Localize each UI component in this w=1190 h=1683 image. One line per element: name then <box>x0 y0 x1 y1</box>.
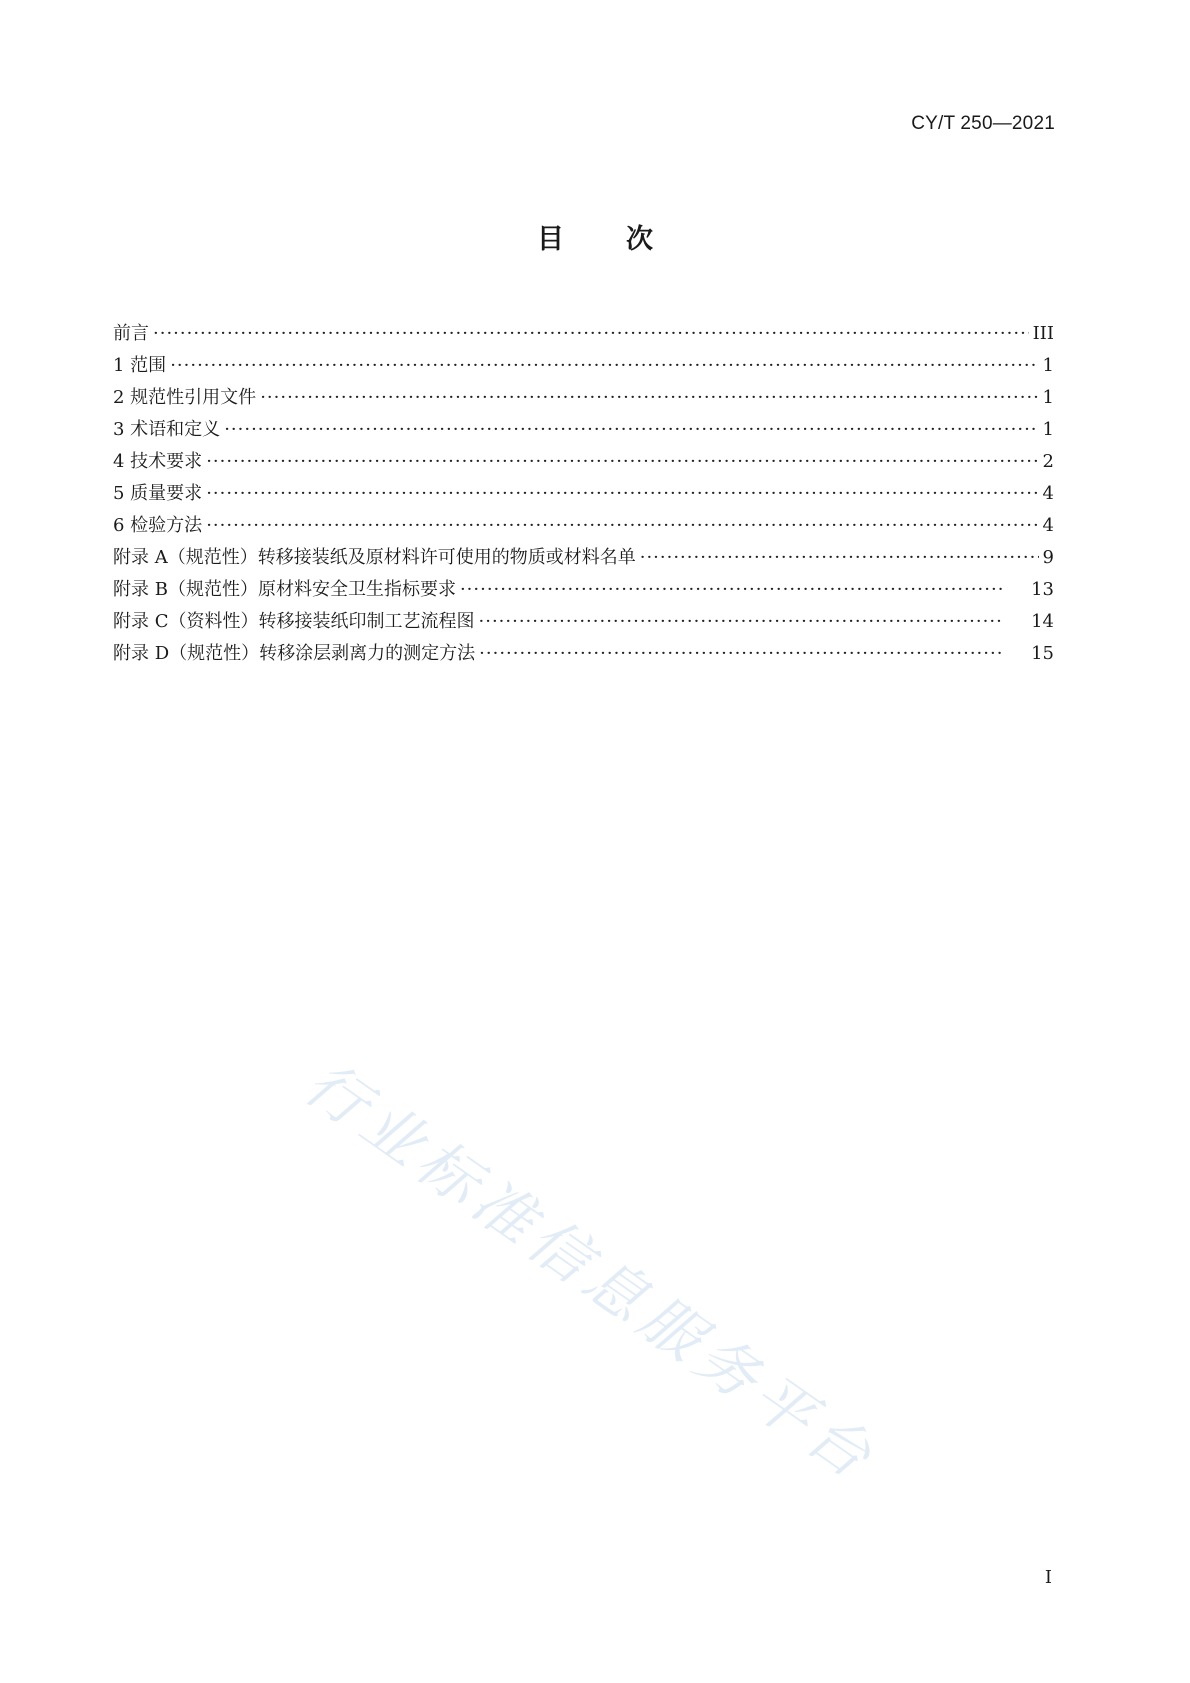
toc-entry-label: 6 检验方法 <box>113 515 203 536</box>
standard-code: CY/T 250—2021 <box>911 113 1055 134</box>
toc-entry-label: 3 术语和定义 <box>113 419 221 440</box>
toc-dot-leader <box>153 318 1029 350</box>
table-of-contents <box>113 318 1054 670</box>
toc-entry-label: 5 质量要求 <box>113 483 203 504</box>
toc-entry-page: 9 <box>1042 547 1054 568</box>
toc-entry-page: 1 <box>1042 355 1054 376</box>
toc-entry-label: 附录 C（资料性）转移接装纸印制工艺流程图 <box>113 611 475 632</box>
toc-dot-leader <box>206 510 1038 542</box>
toc-dot-leader <box>170 350 1038 382</box>
toc-dot-leader <box>224 414 1038 446</box>
toc-entry-label: 4 技术要求 <box>113 451 203 472</box>
toc-dot-leader <box>479 638 1003 670</box>
toc-entry[interactable] <box>113 606 1054 638</box>
toc-entry-label: 附录 B（规范性）原材料安全卫生指标要求 <box>113 579 456 600</box>
toc-entry-page: 13 <box>1031 579 1054 600</box>
page-number: I <box>1044 1567 1052 1588</box>
page-title <box>0 217 1190 256</box>
toc-entry-page: 1 <box>1042 387 1054 408</box>
toc-dot-leader <box>206 478 1038 510</box>
toc-entry-page: 4 <box>1042 515 1054 536</box>
toc-entry[interactable] <box>113 350 1054 382</box>
toc-entry-page: 14 <box>1031 611 1054 632</box>
toc-dot-leader <box>260 382 1038 414</box>
toc-dot-leader <box>206 446 1038 478</box>
toc-entry[interactable] <box>113 510 1054 542</box>
toc-entry-label: 附录 D（规范性）转移涂层剥离力的测定方法 <box>113 643 476 664</box>
toc-entry-page: 2 <box>1042 451 1054 472</box>
toc-entry-label: 1 范围 <box>113 355 167 376</box>
toc-entry[interactable] <box>113 446 1054 478</box>
toc-entry-page: 1 <box>1042 419 1054 440</box>
toc-entry-label: 2 规范性引用文件 <box>113 387 257 408</box>
toc-entry[interactable] <box>113 318 1054 350</box>
title-char-left: 目 <box>537 224 564 255</box>
watermark: 行业标准信息服务平台 <box>292 1048 890 1496</box>
toc-entry-page: 15 <box>1031 643 1054 664</box>
toc-dot-leader <box>460 574 1003 606</box>
toc-entry-label: 前言 <box>113 323 149 344</box>
toc-entry[interactable] <box>113 478 1054 510</box>
toc-entry[interactable] <box>113 414 1054 446</box>
toc-entry[interactable] <box>113 542 1054 574</box>
toc-entry[interactable] <box>113 638 1054 670</box>
toc-entry[interactable] <box>113 382 1054 414</box>
toc-entry-page: 4 <box>1042 483 1054 504</box>
toc-dot-leader <box>640 542 1039 574</box>
toc-entry-label: 附录 A（规范性）转移接装纸及原材料许可使用的物质或材料名单 <box>113 547 636 568</box>
toc-entry[interactable] <box>113 574 1054 606</box>
title-char-right: 次 <box>626 224 653 255</box>
toc-dot-leader <box>479 606 1004 638</box>
toc-entry-page: III <box>1032 323 1054 344</box>
